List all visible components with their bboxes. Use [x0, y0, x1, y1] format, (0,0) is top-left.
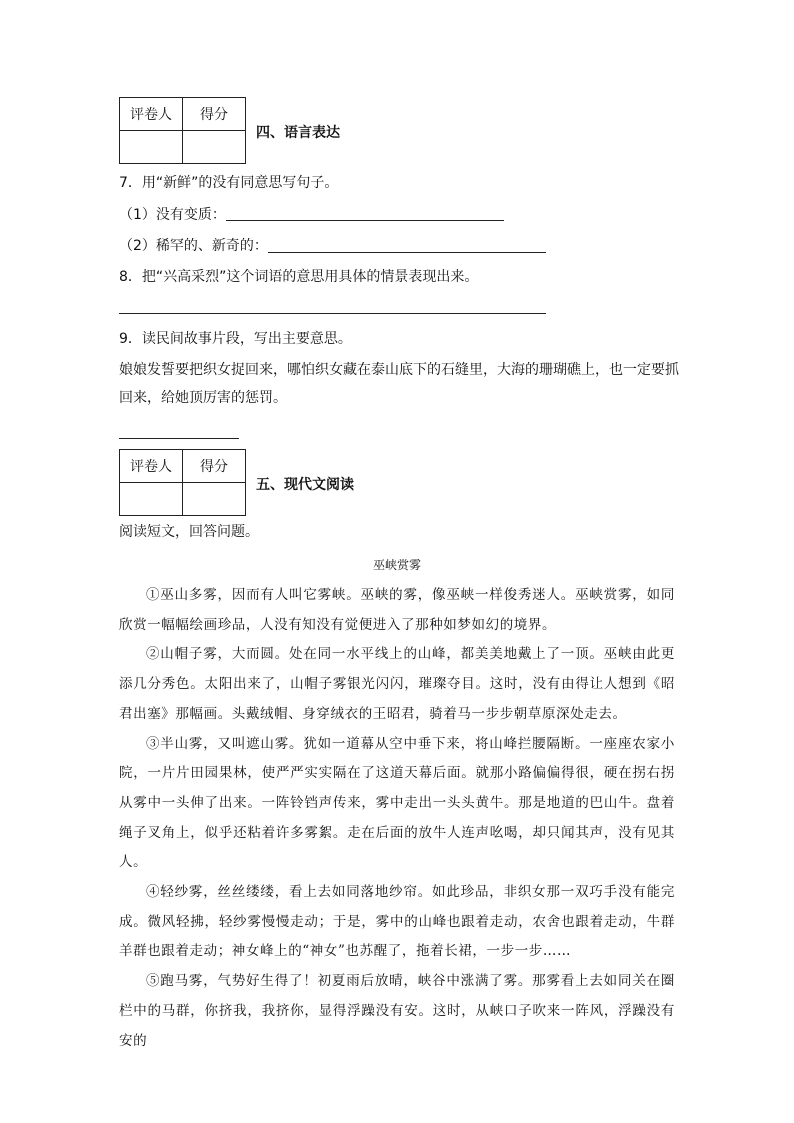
essay-paragraph-3: ③半山雾，又叫遮山雾。犹如一道幕从空中垂下来，将山峰拦腰隔断。一座座农家小院，一片片田园果林，使严严实实隔在了这道天幕后面。就那小路偏偏得很，硬在拐右拐从雾中一头伸了出来。一阵铃铛声传来，雾中走出一头头黄牛。那是地道的巴山牛。盘着绳子叉角上，似乎还粘着许多雾絮。走在后面的放牛人连声吆喝，却只闻其声，没有见其人。 — [119, 735, 675, 871]
reviewer-cell — [120, 131, 183, 164]
score-cell — [183, 131, 246, 164]
reading-instruction: 阅读短文，回答问题。 — [119, 524, 259, 540]
score-table-section5 — [119, 449, 246, 516]
score-table-section4 — [119, 97, 246, 164]
answer-line-8[interactable] — [119, 313, 546, 314]
question-9: 9．读民间故事片段，写出主要意思。 — [119, 331, 352, 347]
reviewer-header: 评卷人 — [120, 450, 183, 483]
score-header: 得分 — [183, 98, 246, 131]
answer-line-9[interactable] — [119, 438, 239, 439]
essay-title: 巫峡赏雾 — [372, 558, 421, 572]
score-header: 得分 — [183, 450, 246, 483]
essay-paragraph-2: ②山帽子雾，大而圆。处在同一水平线上的山峰，都美美地戴上了一顶。巫峡由此更添几分秀色。太阳出来了，山帽子雾银光闪闪，璀璨夺目。这时，没有由得让人想到《昭君出塞》那幅画。头戴绒帽、身穿绒衣的王昭君，骑着马一步步朝草原深处走去。 — [119, 646, 675, 722]
answer-line-7-2[interactable] — [268, 252, 546, 253]
question-7-sub2: （2）稀罕的、新奇的： — [119, 238, 268, 254]
score-cell — [183, 483, 246, 516]
section4-title: 四、语言表达 — [256, 125, 340, 141]
question-9-passage — [119, 356, 679, 412]
essay-paragraph-1: ①巫山多雾，因而有人叫它雾峡。巫峡的雾，像巫峡一样俊秀迷人。巫峡赏雾，如同欣赏一幅幅绘画珍品，人没有知没有觉便进入了那种如梦如幻的境界。 — [119, 587, 675, 633]
question-8: 8．把“兴高采烈”这个词语的意思用具体的情景表现出来。 — [119, 269, 479, 285]
section5-title: 五、现代文阅读 — [256, 477, 354, 493]
essay-paragraph-5: ⑤跑马雾，气势好生得了！初夏雨后放晴，峡谷中涨满了雾。那雾看上去如同关在圈栏中的马群，你挤我，我挤你，显得浮躁没有安。这时，从峡口子吹来一阵风，浮躁没有安的 — [119, 973, 675, 1049]
essay-paragraph-4: ④轻纱雾，丝丝缕缕，看上去如同落地纱帘。如此珍品，非织女那一双巧手没有能完成。微风轻拂，轻纱雾慢慢走动；于是，雾中的山峰也跟着走动，农舍也跟着走动，牛群羊群也跟着走动；神女峰上的“神女”也苏醒了，拖着长裙，一步一步…… — [119, 884, 675, 960]
reviewer-header: 评卷人 — [120, 98, 183, 131]
essay-body — [119, 581, 675, 1056]
question-7-sub1: （1）没有变质： — [119, 207, 226, 223]
answer-line-7-1[interactable] — [226, 220, 504, 221]
passage-line-2: 回来，给她顶厉害的惩罚。 — [119, 390, 287, 406]
question-7: 7．用“新鲜”的没有同意思写句子。 — [119, 175, 339, 191]
reviewer-cell — [120, 483, 183, 516]
passage-line-1: 娘娘发誓要把织女捉回来，哪怕织女藏在泰山底下的石缝里，大海的珊瑚礁上，也一定要抓 — [119, 362, 679, 378]
